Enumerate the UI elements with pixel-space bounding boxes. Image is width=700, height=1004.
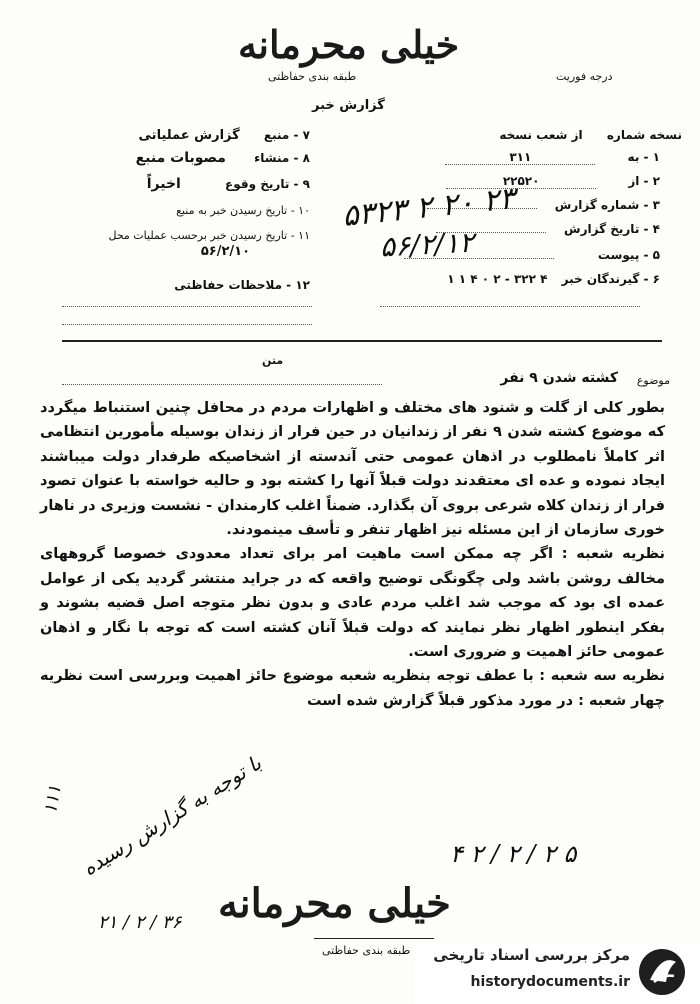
field-occurrence-date: ۹ - تاریخ وقوع اخیراً: [146, 176, 310, 192]
handwritten-margin-note: با توجه به گزارش رسیده: [78, 750, 266, 881]
field-source: ۷ - منبع گزارش عملیاتی: [138, 128, 310, 143]
urgency-label: درجه فوریت: [556, 70, 613, 83]
body-paragraph: نظریه سه شعبه : با عطف توجه بنظریه شعبه موضوع حائز اهمیت وبررسی است نظریه چهار شعبه : در مورد مذکور قبلاً گزارش شده است: [40, 668, 665, 709]
watermark: [415, 942, 700, 1004]
field-origin: ۸ - منشاء مصوبات منبع: [135, 150, 310, 166]
footer-classification-subtitle: طبقه بندی حفاظتی: [322, 944, 411, 957]
body-paragraph: بطور کلی از گلت و شنود های مختلف و اظهارات مردم در محافل چنین استنباط میگردد که موضوع کشته شدن ۹ نفر از زندانیان در حین فرار از زندان بوسیله مأمورین انتظامی اثر کاملاً نامطلوب در اذهان عمومی حتی آندسته از اشخاصیکه طرفدار دولت میباشند ایجاد نموده و عده ای معتقدند دولت قبلاً آنها را کشته بود و حالیه خواسته با عنوان تصود فرار از زندان کلاه شرعی بروی آن بگذارد. ضمناً اغلب کارمندان - نشست وزیری در ناهار خوری سازمان از این مسئله نیز اظهار تنفر و تأسف مینمودند.: [40, 400, 666, 539]
body-paragraph: نظریه شعبه : اگر چه ممکن است ماهیت امر برای تعداد معدودی خصوصا گروههای مخالف روشن باشد ولی چگونگی توضیح واقعه که در جراید منتشر گردید یکی از عوامل عمده ای بود که موجب شد اغلب مردم عادی و بدون نظر متوجه اصل قضیه بشوند و بفکر اینطور اظهار نظر نمایند که دولت قبلاً آنان کشته است که توجه با نگار و اذهان عمومی حائز اهمیت و ضروری است.: [40, 546, 665, 661]
field-copy-number: نسخه شماره از شعب نسخه: [499, 128, 682, 142]
field-security-notes: ۱۲ - ملاحظات حفاظتی: [174, 278, 310, 292]
dotted-line: [62, 324, 312, 325]
subject-value: کشته شدن ۹ نفر: [500, 370, 618, 386]
dotted-line: [380, 306, 640, 307]
handwritten-report-date: ۵۶/۲/۱۲: [379, 225, 475, 264]
classification-subtitle: طبقه بندی حفاظتی: [268, 70, 357, 83]
field-recipients: ۶ - گیرندگان خبر ۴ ۳۲۲ - ۲ ۰ ۴ ۱ ۱: [447, 272, 660, 286]
field-attachment: ۵ - پیوست: [404, 248, 660, 262]
watermark-url: historydocuments.ir: [470, 974, 630, 990]
field-report-number: ۳ - شماره گزارش: [427, 198, 660, 212]
field-to: ۱ - به ۳۱۱: [445, 150, 660, 165]
dotted-line: [62, 384, 382, 385]
handwritten-bottom-code: ۴ ۲ / ۲ / ۲ ۵: [450, 840, 577, 868]
footer-rule: [314, 938, 434, 939]
footer-classification-stamp: خیلی محرمانه: [218, 880, 451, 927]
report-body: [40, 396, 665, 713]
margin-mark: ١١١: [40, 783, 66, 816]
subject-label: موضوع: [636, 374, 670, 387]
horizontal-rule: [62, 340, 662, 342]
field-report-date: ۴ - تاریخ گزارش: [436, 222, 660, 236]
handwritten-report-number: ۵۳۲۳ ۲ ۲۰ ۲۳: [340, 181, 517, 234]
dotted-line: [62, 306, 312, 307]
field-from: ۲ - از ۲۲۵۲۰: [446, 174, 660, 189]
section-heading: متن: [262, 354, 284, 367]
report-type-title: گزارش خبر: [312, 98, 385, 113]
classification-stamp: خیلی محرمانه: [238, 22, 460, 67]
handwritten-margin-date: ۲۱ / ۲ / ۳۶: [98, 912, 182, 933]
field-receipt-date: ۱۱ - تاریخ رسیدن خبر برحسب عملیات محل ۵۶/۲/۱۰: [108, 229, 310, 259]
field-news-to-source-date: ۱۰ - تاریخ رسیدن خبر به منبع: [176, 204, 310, 217]
archive-logo-icon: [638, 946, 686, 998]
watermark-title: مرکز بررسی اسناد تاریخی: [433, 946, 630, 964]
